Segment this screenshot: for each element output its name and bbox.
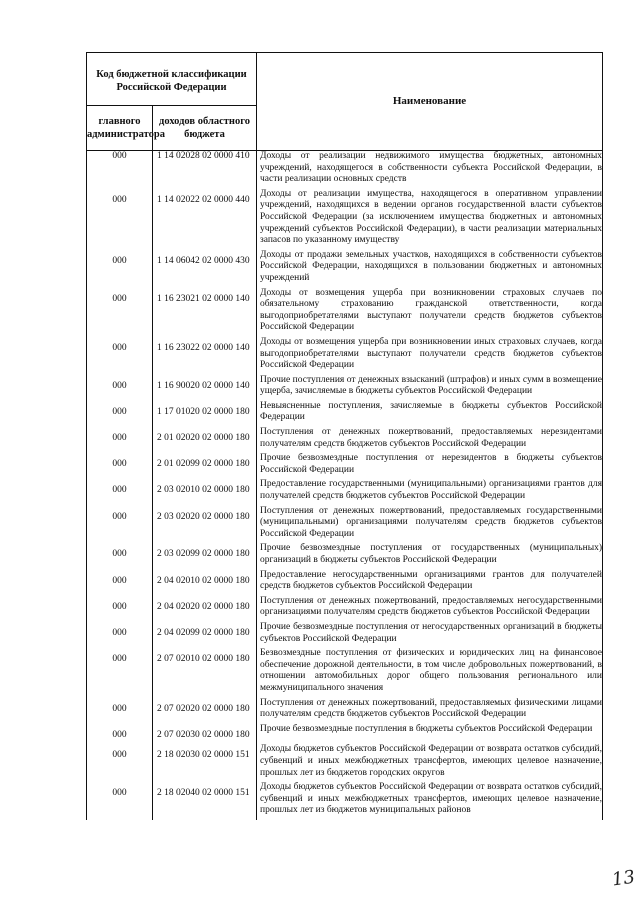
admin-code-cell: 000 <box>87 288 153 337</box>
table-row <box>87 427 603 453</box>
table-row <box>87 570 603 596</box>
table-row <box>87 506 603 544</box>
table-row <box>87 375 603 401</box>
admin-code-cell: 000 <box>87 453 153 479</box>
income-name-cell: Доходы бюджетов субъектов Российской Федерации от возврата остатков субсидий, субвенций и иных межбюджетных трансфертов, имеющих целевое назначение, прошлых лет из бюджетов муниципальных районов <box>257 782 603 820</box>
header-income: доходов областного бюджета <box>153 106 257 151</box>
income-name-cell: Доходы от продажи земельных участков, находящихся в собственности субъектов Российской Федерации, находящихся в пользовании бюджетных и автономных учреждений <box>257 250 603 288</box>
page-number: 13 <box>610 866 637 891</box>
admin-code-cell: 000 <box>87 622 153 648</box>
income-code-cell: 2 18 02030 02 0000 151 <box>153 744 257 782</box>
header-name: Наименование <box>257 53 603 151</box>
income-name-cell: Доходы от реализации недвижимого имущества бюджетных, автономных учреждений, находящегося в собственности субъекта Российской Федерации, в части реализации основных средств <box>257 151 603 189</box>
table-row <box>87 401 603 427</box>
table-row <box>87 250 603 288</box>
table-row <box>87 543 603 569</box>
income-name-cell: Доходы от возмещения ущерба при возникновении страховых случаев по обязательному страхованию гражданской ответственности, когда выгодоприобретателями выступают получатели средств бюджетов субъектов Российской Федерации <box>257 288 603 337</box>
table-row <box>87 189 603 250</box>
income-code-cell: 2 07 02020 02 0000 180 <box>153 698 257 724</box>
table-row <box>87 479 603 505</box>
admin-code-cell: 000 <box>87 648 153 697</box>
income-code-cell: 2 07 02030 02 0000 180 <box>153 724 257 745</box>
admin-code-cell: 000 <box>87 250 153 288</box>
income-name-cell: Поступления от денежных пожертвований, предоставляемых негосударственными организациями получателям средств бюджетов субъектов Российской Федерации <box>257 596 603 622</box>
income-code-cell: 1 14 02022 02 0000 440 <box>153 189 257 250</box>
table-row <box>87 744 603 782</box>
income-code-cell: 1 16 90020 02 0000 140 <box>153 375 257 401</box>
table-row <box>87 337 603 375</box>
income-name-cell: Поступления от денежных пожертвований, предоставляемых физическими лицами получателям средств бюджетов субъектов Российской Федерации <box>257 698 603 724</box>
admin-code-cell: 000 <box>87 375 153 401</box>
income-name-cell: Поступления от денежных пожертвований, предоставляемых государственными (муниципальными) организациями получателям средств бюджетов субъектов Российской Федерации <box>257 506 603 544</box>
admin-code-cell: 000 <box>87 401 153 427</box>
admin-code-cell: 000 <box>87 337 153 375</box>
income-name-cell: Доходы бюджетов субъектов Российской Федерации от возврата остатков субсидий, субвенций и иных межбюджетных трансфертов, имеющих целевое назначение, прошлых лет из бюджетов городских округов <box>257 744 603 782</box>
admin-code-cell: 000 <box>87 189 153 250</box>
income-code-cell: 2 07 02010 02 0000 180 <box>153 648 257 697</box>
income-code-cell: 2 04 02099 02 0000 180 <box>153 622 257 648</box>
table-row <box>87 288 603 337</box>
income-name-cell: Доходы от реализации имущества, находящегося в оперативном управлении учреждений, находящихся в ведении органов государственной власти субъектов Российской Федерации (за исключением имущества бюджетных и автономных учреждений субъектов Российской Федерации), в части реализации материальных запасов по указанному имуществу <box>257 189 603 250</box>
admin-code-cell: 000 <box>87 698 153 724</box>
income-name-cell: Поступления от денежных пожертвований, предоставляемых нерезидентами получателям средств бюджетов субъектов Российской Федерации <box>257 427 603 453</box>
income-code-cell: 1 16 23022 02 0000 140 <box>153 337 257 375</box>
table-row <box>87 648 603 697</box>
admin-code-cell: 000 <box>87 570 153 596</box>
table-body <box>87 151 603 820</box>
income-name-cell: Прочие безвозмездные поступления в бюджеты субъектов Российской Федерации <box>257 724 603 745</box>
income-name-cell: Прочие безвозмездные поступления от государственных (муниципальных) организаций в бюджеты субъектов Российской Федерации <box>257 543 603 569</box>
income-code-cell: 1 14 06042 02 0000 430 <box>153 250 257 288</box>
admin-code-cell: 000 <box>87 479 153 505</box>
income-code-cell: 2 03 02099 02 0000 180 <box>153 543 257 569</box>
income-code-cell: 2 03 02020 02 0000 180 <box>153 506 257 544</box>
income-name-cell: Безвозмездные поступления от физических и юридических лиц на финансовое обеспечение дорожной деятельности, в том числе добровольных пожертвований, в отношении автомобильных дорог общего пользования регионального или межмуниципального значения <box>257 648 603 697</box>
budget-classification-table <box>86 52 603 820</box>
table-row <box>87 151 603 189</box>
header-code-group: Код бюджетной классификации Российской Федерации <box>87 53 257 106</box>
income-code-cell: 1 16 23021 02 0000 140 <box>153 288 257 337</box>
income-name-cell: Невыясненные поступления, зачисляемые в бюджеты субъектов Российской Федерации <box>257 401 603 427</box>
table-row <box>87 782 603 820</box>
income-code-cell: 2 04 02020 02 0000 180 <box>153 596 257 622</box>
admin-code-cell: 000 <box>87 506 153 544</box>
income-code-cell: 2 04 02010 02 0000 180 <box>153 570 257 596</box>
income-code-cell: 2 01 02020 02 0000 180 <box>153 427 257 453</box>
income-name-cell: Прочие безвозмездные поступления от нерезидентов в бюджеты субъектов Российской Федерации <box>257 453 603 479</box>
income-code-cell: 2 18 02040 02 0000 151 <box>153 782 257 820</box>
table-row <box>87 453 603 479</box>
admin-code-cell: 000 <box>87 782 153 820</box>
income-name-cell: Доходы от возмещения ущерба при возникновении иных страховых случаев, когда выгодоприобретателями выступают получатели средств бюджетов субъектов Российской Федерации <box>257 337 603 375</box>
admin-code-cell: 000 <box>87 151 153 189</box>
admin-code-cell: 000 <box>87 543 153 569</box>
income-name-cell: Прочие безвозмездные поступления от негосударственных организаций в бюджеты субъектов Российской Федерации <box>257 622 603 648</box>
income-code-cell: 2 03 02010 02 0000 180 <box>153 479 257 505</box>
income-name-cell: Прочие поступления от денежных взысканий (штрафов) и иных сумм в возмещение ущерба, зачисляемые в бюджеты субъектов Российской Федерации <box>257 375 603 401</box>
income-code-cell: 1 14 02028 02 0000 410 <box>153 151 257 189</box>
table-row <box>87 724 603 745</box>
admin-code-cell: 000 <box>87 744 153 782</box>
table-row <box>87 698 603 724</box>
admin-code-cell: 000 <box>87 724 153 745</box>
admin-code-cell: 000 <box>87 427 153 453</box>
header-admin: главного администратора <box>87 106 153 151</box>
table-row <box>87 622 603 648</box>
income-name-cell: Предоставление негосударственными организациями грантов для получателей средств бюджетов субъектов Российской Федерации <box>257 570 603 596</box>
income-name-cell: Предоставление государственными (муниципальными) организациями грантов для получателей средств бюджетов субъектов Российской Федерации <box>257 479 603 505</box>
income-code-cell: 1 17 01020 02 0000 180 <box>153 401 257 427</box>
admin-code-cell: 000 <box>87 596 153 622</box>
income-code-cell: 2 01 02099 02 0000 180 <box>153 453 257 479</box>
table-row <box>87 596 603 622</box>
